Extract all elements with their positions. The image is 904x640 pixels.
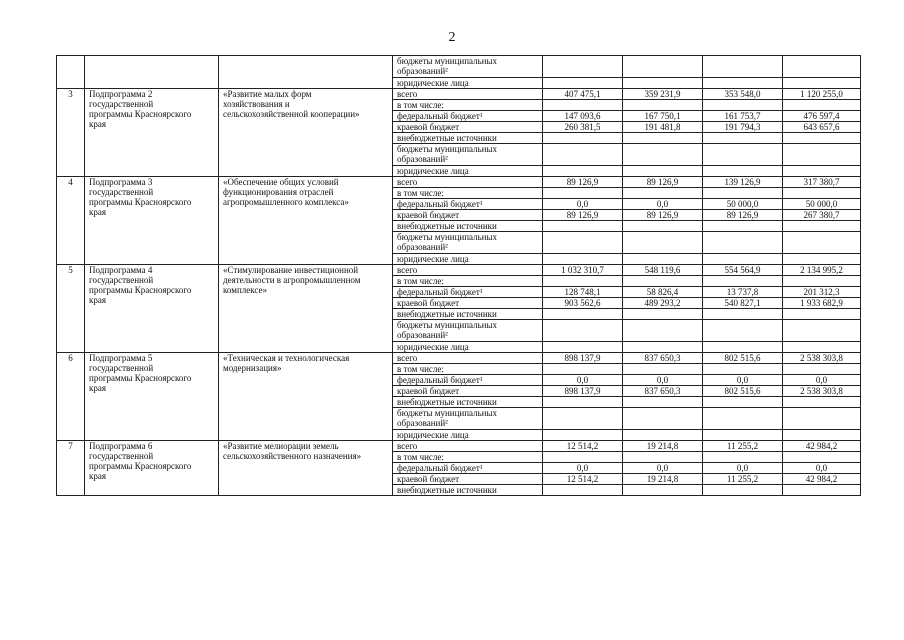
funding-source-cell <box>393 309 543 320</box>
text-line: бюджеты муниципальных <box>397 232 498 242</box>
funding-source-cell <box>393 452 543 463</box>
text-line: бюджеты муниципальных <box>397 56 498 66</box>
amount-cell <box>623 320 703 342</box>
text-line: в том числе: <box>397 188 444 198</box>
funding-source-cell <box>393 298 543 309</box>
amount-cell <box>703 133 783 144</box>
amount-cell: 0,0 <box>623 375 703 386</box>
amount-cell <box>703 276 783 287</box>
amount-cell: 0,0 <box>783 463 861 474</box>
text-line: краевой бюджет <box>397 386 460 396</box>
amount-cell: 12 514,2 <box>543 474 623 485</box>
text-line: внебюджетные источники <box>397 309 497 319</box>
amount-cell: 50 000,0 <box>783 199 861 210</box>
text-line: краевой бюджет <box>397 474 460 484</box>
table-row <box>57 353 861 364</box>
amount-cell <box>783 408 861 430</box>
text-line: программы Красноярского <box>89 285 192 295</box>
amount-cell <box>703 342 783 353</box>
text-line: программы Красноярского <box>89 461 192 471</box>
amount-cell: 12 514,2 <box>543 441 623 452</box>
subprogram-name-cell <box>219 441 393 496</box>
amount-cell: 161 753,7 <box>703 111 783 122</box>
amount-cell <box>623 56 703 78</box>
amount-cell <box>623 133 703 144</box>
amount-cell <box>623 254 703 265</box>
text-line: края <box>89 383 107 393</box>
amount-cell <box>543 232 623 254</box>
amount-cell <box>703 166 783 177</box>
text-line: государственной <box>89 275 154 285</box>
funding-source-cell <box>393 375 543 386</box>
text-line: краевой бюджет <box>397 210 460 220</box>
text-line: края <box>89 295 107 305</box>
amount-cell <box>623 485 703 496</box>
amount-cell <box>543 342 623 353</box>
funding-source-cell <box>393 56 543 78</box>
text-line: юридические лица <box>397 430 469 440</box>
table-row <box>57 265 861 276</box>
text-line: федеральный бюджет¹ <box>397 463 483 473</box>
subprogram-name-cell <box>219 177 393 265</box>
program-cell <box>85 56 219 89</box>
amount-cell <box>783 485 861 496</box>
text-line: образований² <box>397 242 448 252</box>
text-line: юридические лица <box>397 342 469 352</box>
text-line: сельскохозяйственной кооперации» <box>223 109 360 119</box>
text-line: федеральный бюджет¹ <box>397 287 483 297</box>
amount-cell <box>543 221 623 232</box>
amount-cell: 802 515,6 <box>703 386 783 397</box>
table-row <box>57 441 861 452</box>
text-line: внебюджетные источники <box>397 133 497 143</box>
subprogram-cell <box>85 265 219 353</box>
number-cell <box>57 56 85 89</box>
text-line: в том числе: <box>397 276 444 286</box>
funding-source-cell <box>393 463 543 474</box>
amount-cell <box>623 430 703 441</box>
funding-source-cell <box>393 199 543 210</box>
amount-cell: 802 515,6 <box>703 353 783 364</box>
funding-source-cell <box>393 177 543 188</box>
text-line: образований² <box>397 418 448 428</box>
page-number: 2 <box>448 30 456 45</box>
amount-cell: 2 538 303,8 <box>783 386 861 397</box>
amount-cell: 191 481,8 <box>623 122 703 133</box>
text-line: внебюджетные источники <box>397 485 497 495</box>
text-line: «Развитие малых форм <box>223 89 312 99</box>
amount-cell <box>783 144 861 166</box>
amount-cell <box>783 188 861 199</box>
amount-cell <box>623 342 703 353</box>
funding-source-cell <box>393 144 543 166</box>
amount-cell: 11 255,2 <box>703 474 783 485</box>
amount-cell: 139 126,9 <box>703 177 783 188</box>
amount-cell: 353 548,0 <box>703 89 783 100</box>
amount-cell: 0,0 <box>543 199 623 210</box>
amount-cell: 89 126,9 <box>623 177 703 188</box>
text-line: в том числе: <box>397 452 444 462</box>
budget-table <box>56 55 861 496</box>
funding-source-cell <box>393 89 543 100</box>
funding-source-cell <box>393 320 543 342</box>
amount-cell <box>703 452 783 463</box>
text-line: краевой бюджет <box>397 298 460 308</box>
amount-cell: 89 126,9 <box>703 210 783 221</box>
text-line: Подпрограмма 6 <box>89 441 153 451</box>
amount-cell: 476 597,4 <box>783 111 861 122</box>
amount-cell <box>543 133 623 144</box>
text-line: бюджеты муниципальных <box>397 320 498 330</box>
amount-cell <box>543 320 623 342</box>
text-line: внебюджетные источники <box>397 397 497 407</box>
amount-cell <box>623 232 703 254</box>
amount-cell <box>623 100 703 111</box>
text-line: внебюджетные источники <box>397 221 497 231</box>
amount-cell <box>703 397 783 408</box>
funding-source-cell <box>393 221 543 232</box>
text-line: края <box>89 471 107 481</box>
amount-cell <box>703 320 783 342</box>
amount-cell: 19 214,8 <box>623 441 703 452</box>
amount-cell: 89 126,9 <box>543 177 623 188</box>
amount-cell <box>703 232 783 254</box>
subprogram-cell <box>85 177 219 265</box>
text-line: сельскохозяйственного назначения» <box>223 451 362 461</box>
text-line: деятельности в агропромышленном <box>223 275 361 285</box>
amount-cell: 267 380,7 <box>783 210 861 221</box>
amount-cell <box>783 452 861 463</box>
amount-cell <box>543 56 623 78</box>
amount-cell <box>543 397 623 408</box>
amount-cell <box>623 452 703 463</box>
subprogram-cell <box>85 89 219 177</box>
amount-cell: 898 137,9 <box>543 386 623 397</box>
amount-cell: 407 475,1 <box>543 89 623 100</box>
amount-cell: 89 126,9 <box>623 210 703 221</box>
amount-cell <box>703 430 783 441</box>
text-line: образований² <box>397 66 448 76</box>
amount-cell <box>783 232 861 254</box>
amount-cell <box>623 408 703 430</box>
text-line: в том числе: <box>397 100 444 110</box>
amount-cell <box>783 430 861 441</box>
text-line: государственной <box>89 187 154 197</box>
text-line: бюджеты муниципальных <box>397 408 498 418</box>
text-line: «Обеспечение общих условий <box>223 177 339 187</box>
text-line: всего <box>397 89 418 99</box>
amount-cell: 50 000,0 <box>703 199 783 210</box>
amount-cell <box>783 397 861 408</box>
funding-source-cell <box>393 474 543 485</box>
amount-cell: 19 214,8 <box>623 474 703 485</box>
text-line: модернизация» <box>223 363 282 373</box>
funding-source-cell <box>393 397 543 408</box>
amount-cell: 58 826,4 <box>623 287 703 298</box>
amount-cell <box>703 221 783 232</box>
funding-source-cell <box>393 111 543 122</box>
amount-cell <box>543 430 623 441</box>
funding-source-cell <box>393 276 543 287</box>
funding-source-cell <box>393 232 543 254</box>
amount-cell: 11 255,2 <box>703 441 783 452</box>
amount-cell <box>783 78 861 89</box>
text-line: федеральный бюджет¹ <box>397 199 483 209</box>
amount-cell <box>543 408 623 430</box>
amount-cell <box>543 309 623 320</box>
amount-cell <box>703 485 783 496</box>
amount-cell <box>783 276 861 287</box>
text-line: бюджеты муниципальных <box>397 144 498 154</box>
funding-source-cell <box>393 287 543 298</box>
funding-source-cell <box>393 441 543 452</box>
funding-source-cell <box>393 353 543 364</box>
text-line: края <box>89 119 107 129</box>
text-line: краевой бюджет <box>397 122 460 132</box>
text-line: федеральный бюджет¹ <box>397 111 483 121</box>
funding-source-cell <box>393 100 543 111</box>
text-line: Подпрограмма 4 <box>89 265 153 275</box>
amount-cell <box>783 100 861 111</box>
amount-cell <box>543 144 623 166</box>
amount-cell <box>783 56 861 78</box>
amount-cell: 42 984,2 <box>783 474 861 485</box>
amount-cell: 837 650,3 <box>623 353 703 364</box>
text-line: юридические лица <box>397 166 469 176</box>
text-line: государственной <box>89 451 154 461</box>
text-line: государственной <box>89 363 154 373</box>
amount-cell: 898 137,9 <box>543 353 623 364</box>
text-line: края <box>89 207 107 217</box>
funding-source-cell <box>393 408 543 430</box>
amount-cell <box>783 309 861 320</box>
amount-cell <box>703 144 783 166</box>
budget-table-body <box>57 56 861 496</box>
amount-cell <box>623 78 703 89</box>
funding-source-cell <box>393 122 543 133</box>
funding-source-cell <box>393 166 543 177</box>
amount-cell <box>783 320 861 342</box>
row-number-cell: 6 <box>57 353 85 441</box>
funding-source-cell <box>393 430 543 441</box>
amount-cell: 0,0 <box>543 463 623 474</box>
amount-cell <box>783 254 861 265</box>
amount-cell: 359 231,9 <box>623 89 703 100</box>
text-line: Подпрограмма 2 <box>89 89 153 99</box>
amount-cell <box>623 166 703 177</box>
name-cell <box>219 56 393 89</box>
amount-cell <box>623 397 703 408</box>
amount-cell: 2 538 303,8 <box>783 353 861 364</box>
text-line: всего <box>397 177 418 187</box>
amount-cell: 548 119,6 <box>623 265 703 276</box>
text-line: «Стимулирование инвестиционной <box>223 265 359 275</box>
text-line: Подпрограмма 5 <box>89 353 153 363</box>
table-row <box>57 177 861 188</box>
amount-cell: 260 381,5 <box>543 122 623 133</box>
text-line: программы Красноярского <box>89 109 192 119</box>
amount-cell <box>543 276 623 287</box>
amount-cell: 837 650,3 <box>623 386 703 397</box>
row-number-cell: 4 <box>57 177 85 265</box>
amount-cell: 2 134 995,2 <box>783 265 861 276</box>
amount-cell <box>543 254 623 265</box>
funding-source-cell <box>393 210 543 221</box>
amount-cell <box>783 221 861 232</box>
amount-cell: 317 380,7 <box>783 177 861 188</box>
funding-source-cell <box>393 188 543 199</box>
text-line: функционирования отраслей <box>223 187 334 197</box>
amount-cell: 643 657,6 <box>783 122 861 133</box>
amount-cell: 191 794,3 <box>703 122 783 133</box>
amount-cell <box>783 166 861 177</box>
text-line: юридические лица <box>397 78 469 88</box>
amount-cell: 903 562,6 <box>543 298 623 309</box>
amount-cell: 489 293,2 <box>623 298 703 309</box>
amount-cell <box>783 364 861 375</box>
amount-cell <box>703 56 783 78</box>
amount-cell <box>623 309 703 320</box>
amount-cell: 0,0 <box>623 199 703 210</box>
amount-cell <box>783 133 861 144</box>
funding-source-cell <box>393 386 543 397</box>
amount-cell <box>703 188 783 199</box>
subprogram-name-cell <box>219 89 393 177</box>
funding-source-cell <box>393 364 543 375</box>
amount-cell <box>623 221 703 232</box>
table-row <box>57 56 861 78</box>
amount-cell <box>783 342 861 353</box>
amount-cell: 0,0 <box>783 375 861 386</box>
amount-cell <box>703 309 783 320</box>
amount-cell <box>703 78 783 89</box>
amount-cell <box>543 188 623 199</box>
text-line: хозяйствования и <box>223 99 290 109</box>
amount-cell <box>703 364 783 375</box>
amount-cell <box>623 364 703 375</box>
amount-cell <box>623 276 703 287</box>
text-line: программы Красноярского <box>89 373 192 383</box>
row-number-cell: 7 <box>57 441 85 496</box>
amount-cell: 1 120 255,0 <box>783 89 861 100</box>
funding-source-cell <box>393 342 543 353</box>
amount-cell <box>543 364 623 375</box>
amount-cell <box>703 408 783 430</box>
amount-cell: 554 564,9 <box>703 265 783 276</box>
subprogram-name-cell <box>219 353 393 441</box>
amount-cell: 13 737,8 <box>703 287 783 298</box>
amount-cell: 128 748,1 <box>543 287 623 298</box>
amount-cell <box>543 485 623 496</box>
amount-cell: 201 312,3 <box>783 287 861 298</box>
text-line: агропромышленного комплекса» <box>223 197 349 207</box>
amount-cell: 147 093,6 <box>543 111 623 122</box>
text-line: федеральный бюджет¹ <box>397 375 483 385</box>
text-line: юридические лица <box>397 254 469 264</box>
funding-source-cell <box>393 485 543 496</box>
text-line: образований² <box>397 154 448 164</box>
text-line: всего <box>397 265 418 275</box>
amount-cell <box>703 100 783 111</box>
subprogram-cell <box>85 353 219 441</box>
text-line: государственной <box>89 99 154 109</box>
amount-cell: 0,0 <box>703 375 783 386</box>
amount-cell <box>703 254 783 265</box>
row-number-cell: 5 <box>57 265 85 353</box>
amount-cell <box>543 166 623 177</box>
subprogram-name-cell <box>219 265 393 353</box>
text-line: «Развитие мелиорации земель <box>223 441 339 451</box>
text-line: комплексе» <box>223 285 267 295</box>
text-line: Подпрограмма 3 <box>89 177 153 187</box>
amount-cell: 1 032 310,7 <box>543 265 623 276</box>
amount-cell: 1 933 682,9 <box>783 298 861 309</box>
amount-cell: 167 750,1 <box>623 111 703 122</box>
amount-cell <box>543 78 623 89</box>
text-line: в том числе: <box>397 364 444 374</box>
row-number-cell: 3 <box>57 89 85 177</box>
amount-cell <box>623 188 703 199</box>
amount-cell: 0,0 <box>623 463 703 474</box>
text-line: программы Красноярского <box>89 197 192 207</box>
funding-source-cell <box>393 78 543 89</box>
table-row <box>57 89 861 100</box>
amount-cell: 0,0 <box>543 375 623 386</box>
amount-cell <box>543 100 623 111</box>
amount-cell: 540 827,1 <box>703 298 783 309</box>
text-line: всего <box>397 353 418 363</box>
amount-cell <box>623 144 703 166</box>
text-line: «Техническая и технологическая <box>223 353 350 363</box>
amount-cell: 42 984,2 <box>783 441 861 452</box>
text-line: образований² <box>397 330 448 340</box>
subprogram-cell <box>85 441 219 496</box>
funding-source-cell <box>393 254 543 265</box>
text-line: всего <box>397 441 418 451</box>
amount-cell: 89 126,9 <box>543 210 623 221</box>
amount-cell <box>543 452 623 463</box>
amount-cell: 0,0 <box>703 463 783 474</box>
funding-source-cell <box>393 133 543 144</box>
funding-source-cell <box>393 265 543 276</box>
